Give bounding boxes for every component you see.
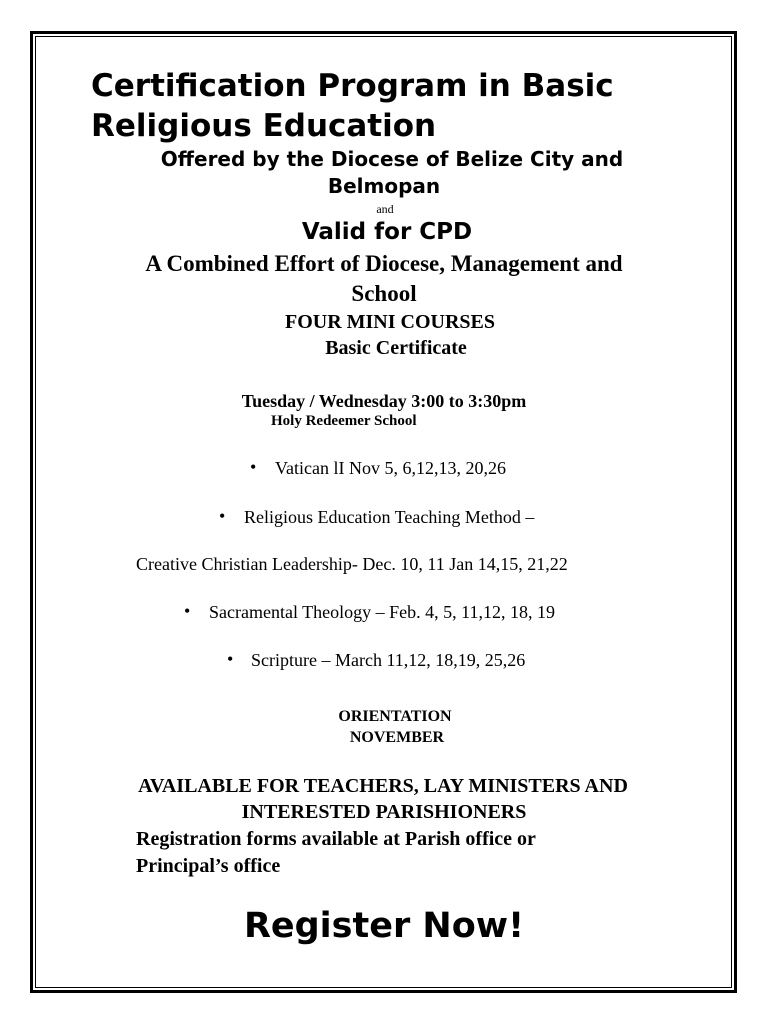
title-line-2: Religious Education [91, 108, 437, 144]
november-label: NOVEMBER [349, 729, 445, 746]
register-now-heading: Register Now! [243, 906, 525, 946]
four-mini-courses: FOUR MINI COURSES [284, 311, 496, 333]
location-text: Holy Redeemer School [271, 413, 417, 429]
registration-line-2: Principal’s office [136, 855, 281, 877]
basic-certificate: Basic Certificate [325, 337, 467, 359]
course-vatican: Vatican lI Nov 5, 6,12,13, 20,26 [275, 458, 506, 478]
registration-line-1: Registration forms available at Parish office or [136, 828, 536, 850]
combined-effort-line-2: School [351, 281, 417, 306]
combined-effort-line-1: A Combined Effort of Diocese, Management and [145, 251, 623, 276]
offered-by-line-2: Belmopan [327, 174, 441, 198]
course-sacramental-theology: Sacramental Theology – Feb. 4, 5, 11,12, 18, 19 [209, 602, 555, 622]
orientation-label: ORIENTATION [338, 708, 452, 725]
available-line-1: AVAILABLE FOR TEACHERS, LAY MINISTERS AND [138, 775, 628, 797]
offered-by-line-1: Offered by the Diocese of Belize City and [160, 147, 624, 171]
bullet-icon: • [227, 649, 234, 669]
schedule-text: Tuesday / Wednesday 3:00 to 3:30pm [241, 391, 527, 411]
bullet-icon: • [250, 457, 257, 477]
course-teaching-method: Religious Education Teaching Method – [244, 507, 535, 527]
valid-for-cpd: Valid for CPD [301, 219, 473, 245]
course-christian-leadership: Creative Christian Leadership- Dec. 10, 11 Jan 14,15, 21,22 [136, 554, 568, 574]
bullet-icon: • [219, 506, 226, 526]
and-text: and [376, 202, 394, 216]
title-line-1: Certification Program in Basic [91, 68, 614, 104]
available-line-2: INTERESTED PARISHIONERS [241, 801, 527, 823]
course-scripture: Scripture – March 11,12, 18,19, 25,26 [251, 650, 526, 670]
bullet-icon: • [184, 601, 191, 621]
